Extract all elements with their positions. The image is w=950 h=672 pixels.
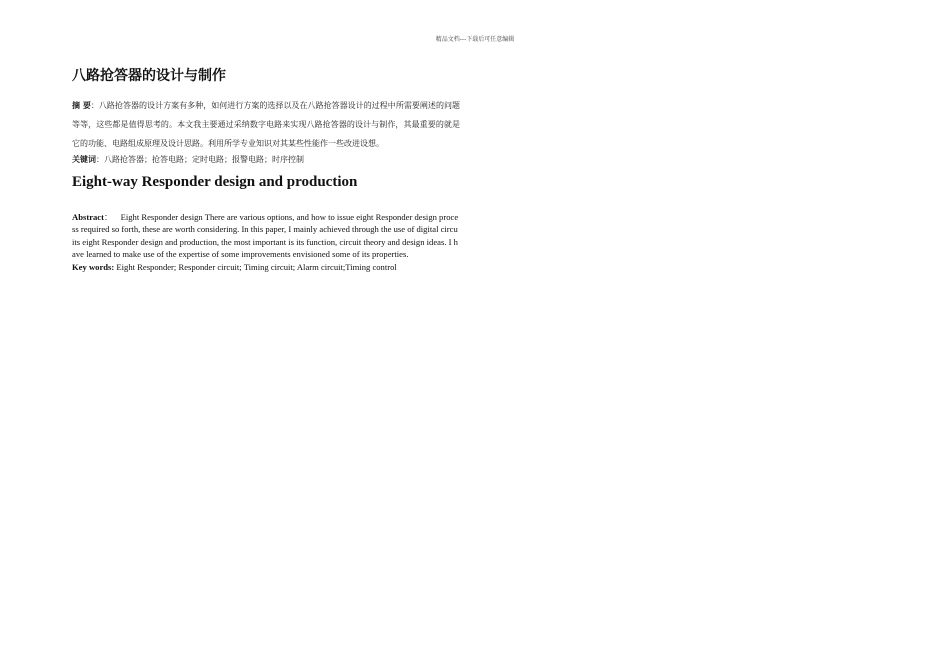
document-body xyxy=(72,66,460,273)
chinese-abstract-text: 八路抢答器的设计方案有多种，如何进行方案的选择以及在八路抢答器设计的过程中所需要阐述的问题等等，这些都是值得思考的。本文我主要通过采纳数字电路来实现八路抢答器的设计与制作，其最重要的就是它的功能、电路组成原理及设计思路。利用所学专业知识对其某些性能作一些改进设想。 xyxy=(72,101,461,148)
chinese-keywords xyxy=(72,153,460,167)
chinese-title: 八路抢答器的设计与制作 xyxy=(72,68,226,84)
english-abstract-label: Abstract xyxy=(72,212,104,222)
english-abstract-separator: ： xyxy=(103,212,113,222)
english-keywords xyxy=(72,261,460,273)
english-keywords-text: Eight Responder; Responder circuit; Timing circuit; Alarm circuit;Timing control xyxy=(114,261,397,272)
page-header-note: 精品文档---下载后可任意编辑 xyxy=(435,36,515,43)
chinese-keywords-label: 关键词 xyxy=(72,155,96,164)
chinese-keywords-separator: ： xyxy=(96,155,104,164)
english-keywords-label: Key words: xyxy=(72,261,115,272)
english-abstract xyxy=(72,211,460,261)
chinese-abstract xyxy=(72,96,460,153)
english-abstract-text: Eight Responder design There are various options, and how to issue eight Responder design process required so forth, these are worth considering. In this paper, I mainly achieved through the use of digital circuits eight Responder design and production, the most important is its function, circuit theory and design ideas. I have learned to make use of the expertise of some improvements envisioned some of its properties. xyxy=(72,212,459,260)
chinese-abstract-label: 摘 要 xyxy=(72,101,91,110)
chinese-keywords-text: 八路抢答器；抢答电路；定时电路；报警电路；时序控制 xyxy=(104,155,304,164)
chinese-abstract-separator: ： xyxy=(90,101,99,110)
english-title: Eight-way Responder design and production xyxy=(72,174,358,190)
